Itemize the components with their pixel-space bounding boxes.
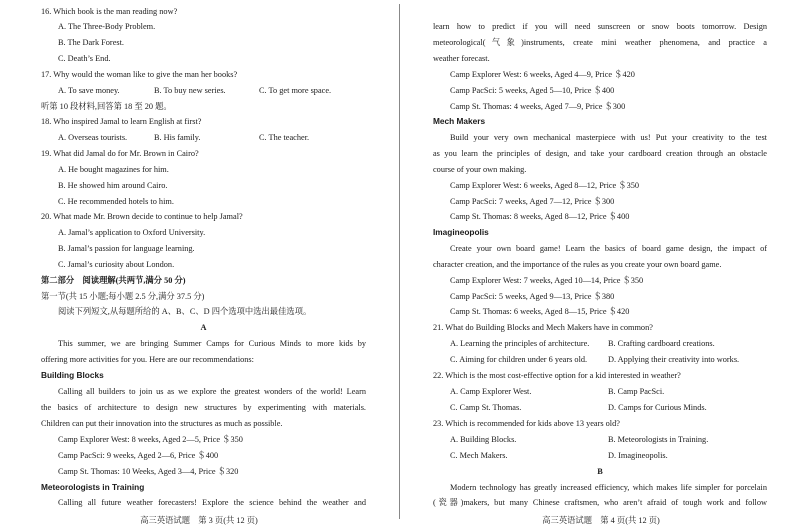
part-2-heading: 第二部分 阅读理解(共两节,满分 50 分) xyxy=(41,276,186,285)
q23-option-d: D. Imagineopolis. xyxy=(608,451,668,460)
q20-option-c: C. Jamal’s curiosity about London. xyxy=(58,260,175,269)
meteorologists-text-line: meteorological(气象)instruments, create mini weather phenomena, and practice a xyxy=(433,38,767,47)
q19-option-a: A. He bought magazines for him. xyxy=(58,165,169,174)
imagineopolis-heading: Imagineopolis xyxy=(433,227,489,237)
q19-option-c: C. He recommended hotels to him. xyxy=(58,197,174,206)
listening-instruction: 听第 10 段材料,回答第 18 至 20 题。 xyxy=(41,102,172,111)
section-1-heading: 第一节(共 15 小题;每小题 2.5 分,满分 37.5 分) xyxy=(41,292,205,301)
question-23: 23. Which is recommended for kids above 13 years old? xyxy=(433,419,620,428)
building-blocks-camp-line: Camp Explorer West: 8 weeks, Aged 2—5, Price ＄350 xyxy=(58,435,243,444)
question-16: 16. Which book is the man reading now? xyxy=(41,7,178,16)
q17-option-c: C. To get more space. xyxy=(259,86,332,95)
mech-makers-text-line: course of your own making. xyxy=(433,165,527,174)
question-18: 18. Who inspired Jamal to learn English at first? xyxy=(41,117,202,126)
q20-option-a: A. Jamal’s application to Oxford University. xyxy=(58,228,206,237)
mech-makers-camp-line: Camp St. Thomas: 8 weeks, Aged 8—12, Price ＄400 xyxy=(450,212,630,221)
q16-option-a: A. The Three-Body Problem. xyxy=(58,22,156,31)
q22-option-d: D. Camps for Curious Minds. xyxy=(608,403,707,412)
q21-option-a: A. Learning the principles of architecture. xyxy=(450,339,590,348)
q22-option-a: A. Camp Explorer West. xyxy=(450,387,532,396)
passage-a-label: A xyxy=(200,323,207,332)
passage-b-label: B xyxy=(597,467,603,476)
building-blocks-camp-line: Camp St. Thomas: 10 Weeks, Aged 3—4, Price ＄320 xyxy=(58,467,239,476)
q21-option-c: C. Aiming for children under 6 years old. xyxy=(450,355,588,364)
passage-b-text-line: Modern technology has greatly increased efficiency, which makes life simpler for porcelain xyxy=(450,483,767,492)
q22-option-c: C. Camp St. Thomas. xyxy=(450,403,522,412)
imagineopolis-camp-line: Camp PacSci: 5 weeks, Aged 9—13, Price ＄380 xyxy=(450,292,615,301)
q22-option-b: B. Camp PacSci. xyxy=(608,387,665,396)
imagineopolis-camp-line: Camp St. Thomas: 6 weeks, Aged 8—15, Price ＄420 xyxy=(450,307,630,316)
building-blocks-text-line: the basics of architecture to design new structures by experimenting with materials. xyxy=(41,403,366,412)
question-17: 17. Why would the woman like to give the man her books? xyxy=(41,70,238,79)
meteorologists-text-line: Calling all future weather forecasters! Explore the science behind the weather and xyxy=(58,498,366,507)
imagineopolis-text-line: Create your own board game! Learn the basics of board game design, the impact of xyxy=(450,244,767,253)
building-blocks-text-line: Children can put their innovation into the structures as much as possible. xyxy=(41,419,283,428)
passage-a-intro-line: This summer, we are bringing Summer Camps for Curious Minds to more kids by xyxy=(58,339,366,348)
q17-option-b: B. To buy new series. xyxy=(154,86,226,95)
imagineopolis-text-line: character creation, and the importance of the rules as you create your own board game. xyxy=(433,260,722,269)
question-21: 21. What do Building Blocks and Mech Makers have in common? xyxy=(433,323,653,332)
q17-option-a: A. To save money. xyxy=(58,86,120,95)
meteorologists-camp-line: Camp Explorer West: 6 weeks, Aged 4—9, Price ＄420 xyxy=(450,70,635,79)
page-3-footer: 高三英语试题 第 3 页(共 12 页) xyxy=(140,516,258,525)
mech-makers-text-line: as you learn the principles of design, and take your cardboard creation through an obstacle xyxy=(433,149,767,158)
question-22: 22. Which is the most cost-effective option for a kid interested in weather? xyxy=(433,371,681,380)
meteorologists-text-line: learn how to predict if you will need sunscreen or snow boots tomorrow. Design xyxy=(433,22,767,31)
passage-a-intro-line: offering more activities for you. Here are our recommendations: xyxy=(41,355,254,364)
q23-option-b: B. Meteorologists in Training. xyxy=(608,435,709,444)
exam-page-3 xyxy=(0,0,398,528)
q16-option-c: C. Death’s End. xyxy=(58,54,111,63)
meteorologists-camp-line: Camp PacSci: 5 weeks, Aged 5—10, Price ＄400 xyxy=(450,86,615,95)
passage-b-text-line: (瓷器)makers, but many Chinese craftsmen, who aren’t afraid of tough work and follow xyxy=(433,498,767,507)
building-blocks-camp-line: Camp PacSci: 9 weeks, Aged 2—6, Price ＄400 xyxy=(58,451,219,460)
question-19: 19. What did Jamal do for Mr. Brown in Cairo? xyxy=(41,149,199,158)
q20-option-b: B. Jamal’s passion for language learning. xyxy=(58,244,195,253)
meteorologists-text-line: weather forecast. xyxy=(433,54,490,63)
question-20: 20. What made Mr. Brown decide to continue to help Jamal? xyxy=(41,212,243,221)
exam-page-4 xyxy=(402,0,800,528)
imagineopolis-camp-line: Camp Explorer West: 7 weeks, Aged 10—14, Price ＄350 xyxy=(450,276,644,285)
page-divider xyxy=(399,4,400,519)
building-blocks-heading: Building Blocks xyxy=(41,370,104,380)
mech-makers-camp-line: Camp Explorer West: 6 weeks, Aged 8—12, Price ＄350 xyxy=(450,181,640,190)
q16-option-b: B. The Dark Forest. xyxy=(58,38,124,47)
q18-option-a: A. Overseas tourists. xyxy=(58,133,128,142)
q21-option-b: B. Crafting cardboard creations. xyxy=(608,339,715,348)
mech-makers-text-line: Build your very own mechanical masterpiece with us! Put your creativity to the test xyxy=(450,133,767,142)
q23-option-c: C. Mech Makers. xyxy=(450,451,508,460)
meteorologists-camp-line: Camp St. Thomas: 4 weeks, Aged 7—9, Price ＄300 xyxy=(450,102,626,111)
mech-makers-camp-line: Camp PacSci: 7 weeks, Aged 7—12, Price ＄300 xyxy=(450,197,615,206)
q18-option-b: B. His family. xyxy=(154,133,201,142)
reading-instruction: 阅读下列短文,从每题所给的 A、B、C、D 四个选项中选出最佳选项。 xyxy=(58,307,312,316)
page-4-footer: 高三英语试题 第 4 页(共 12 页) xyxy=(542,516,660,525)
q18-option-c: C. The teacher. xyxy=(259,133,310,142)
mech-makers-heading: Mech Makers xyxy=(433,116,486,126)
building-blocks-text-line: Calling all builders to join us as we explore the greatest wonders of the world! Learn xyxy=(58,387,366,396)
q23-option-a: A. Building Blocks. xyxy=(450,435,517,444)
q21-option-d: D. Applying their creativity into works. xyxy=(608,355,740,364)
q19-option-b: B. He showed him around Cairo. xyxy=(58,181,168,190)
meteorologists-heading: Meteorologists in Training xyxy=(41,482,145,492)
